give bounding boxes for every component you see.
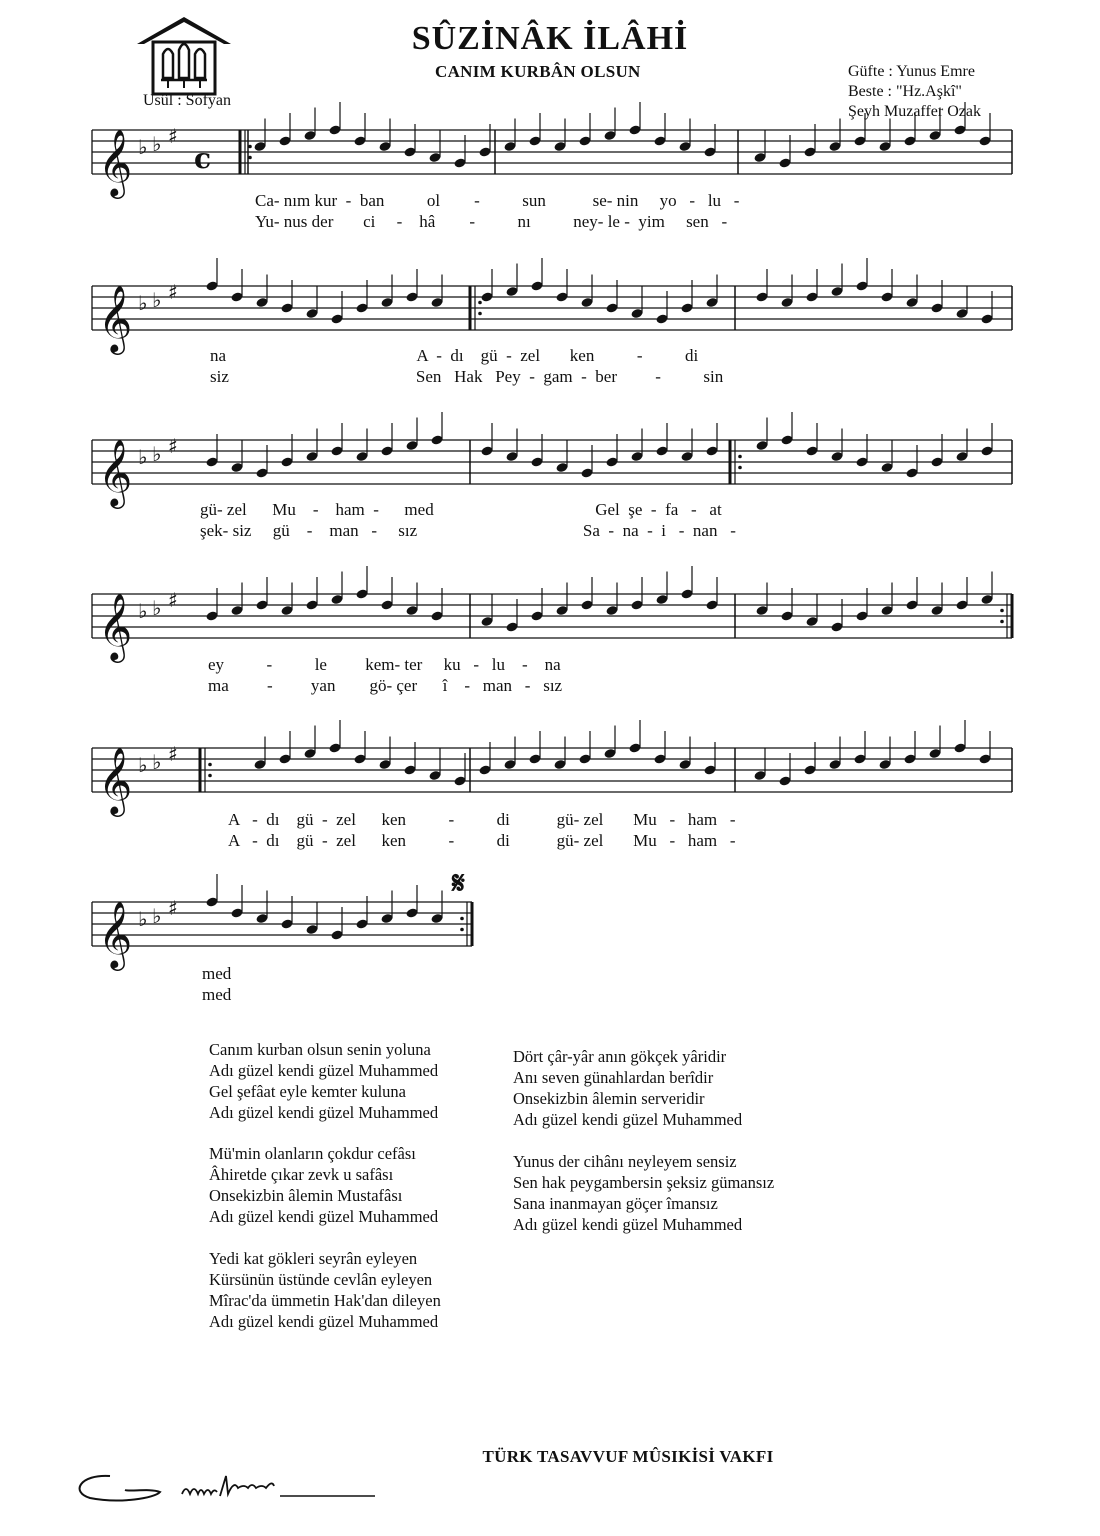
verse-line: Adı güzel kendi güzel Muhammed	[513, 1215, 743, 1234]
treble-clef-icon: 𝄞	[98, 592, 133, 660]
sharp-icon: ♯	[168, 588, 178, 612]
repeat-dot	[248, 156, 252, 160]
stanza-left-3	[209, 1248, 441, 1332]
repeat-dot	[208, 763, 212, 767]
page-title: SÛZİNÂK İLÂHİ	[411, 20, 689, 57]
verse-line: Yedi kat gökleri seyrân eyleyen	[209, 1249, 418, 1268]
verse-line: Onsekizbin âlemin serveridir	[513, 1089, 705, 1108]
lyric-line-3b: şek- siz gü - man - sız Sa - na - i - nan -	[200, 521, 736, 540]
treble-clef-icon: 𝄞	[98, 746, 133, 814]
composer-name: Şeyh Muzaffer Ozak	[848, 103, 981, 120]
koma-flat-icon: ♭	[152, 132, 162, 156]
verse-line: Canım kurban olsun senin yoluna	[209, 1040, 431, 1059]
common-time-icon: c	[194, 142, 212, 175]
treble-clef-icon: 𝄞	[98, 900, 133, 968]
repeat-dot	[738, 455, 742, 459]
treble-clef-icon: 𝄞	[98, 128, 133, 196]
stanza-left-2	[209, 1143, 438, 1227]
lyric-line-4a: ey - le kem- ter ku - lu - na	[208, 655, 561, 674]
lyric-line-5a: A - dı gü - zel ken - di gü- zel Mu - ham -	[228, 810, 736, 829]
verse-line: Âhiretde çıkar zevk u safâsı	[209, 1165, 394, 1184]
verse-line: Sana inanmayan göçer îmansız	[513, 1194, 718, 1213]
stanza-right-1	[513, 1046, 742, 1130]
usul-label: Usûl : Sofyan	[143, 92, 231, 109]
verse-line: Adı güzel kendi güzel Muhammed	[209, 1061, 439, 1080]
repeat-dot	[460, 917, 464, 921]
repeat-dot	[248, 145, 252, 149]
lyric-line-2b: siz Sen Hak Pey - gam - ber - sin	[210, 367, 724, 386]
verse-line: Adı güzel kendi güzel Muhammed	[209, 1103, 439, 1122]
verse-line: Anı seven günahlardan berîdir	[513, 1068, 714, 1087]
lyric-line-2a: na A - dı gü - zel ken - di	[210, 346, 699, 365]
stanza-left-1	[209, 1039, 438, 1123]
sharp-icon: ♯	[168, 124, 178, 148]
koma-flat-icon: ♭	[152, 596, 162, 620]
lyricist: Güfte : Yunus Emre	[848, 63, 975, 80]
koma-flat-icon: ♭	[138, 291, 148, 315]
lyric-line-1b: Yu- nus der ci - hâ - nı ney- le - yim sen -	[255, 212, 728, 231]
sharp-icon: ♯	[168, 742, 178, 766]
koma-flat-icon: ♭	[152, 750, 162, 774]
repeat-dot	[460, 928, 464, 932]
koma-flat-icon: ♭	[138, 135, 148, 159]
verse-line: Onsekizbin âlemin Mustafâsı	[209, 1186, 403, 1205]
stanza-right-2	[513, 1151, 774, 1235]
signature-icon	[70, 1462, 390, 1517]
koma-flat-icon: ♭	[138, 907, 148, 931]
lyric-line-3a: gü- zel Mu - ham - med Gel şe - fa - at	[200, 500, 722, 519]
verse-line: Adı güzel kendi güzel Muhammed	[209, 1312, 439, 1331]
verse-line: Dört çâr-yâr anın gökçek yâridir	[513, 1047, 727, 1066]
koma-flat-icon: ♭	[138, 599, 148, 623]
treble-clef-icon: 𝄞	[98, 284, 133, 352]
verse-line: Mü'min olanların çokdur cefâsı	[209, 1144, 416, 1163]
koma-flat-icon: ♭	[138, 753, 148, 777]
lyric-line-5b: A - dı gü - zel ken - di gü- zel Mu - ham -	[228, 831, 736, 850]
sharp-icon: ♯	[168, 896, 178, 920]
repeat-dot	[738, 466, 742, 470]
verse-line: Gel şefâat eyle kemter kuluna	[209, 1082, 406, 1101]
sharp-icon: ♯	[168, 434, 178, 458]
koma-flat-icon: ♭	[152, 904, 162, 928]
repeat-dot	[478, 301, 482, 305]
repeat-dot	[478, 312, 482, 316]
repeat-dot	[208, 774, 212, 778]
lyric-line-6b: med	[202, 985, 232, 1004]
verse-line: Mîrac'da ümmetin Hak'dan dileyen	[209, 1291, 441, 1310]
koma-flat-icon: ♭	[152, 288, 162, 312]
lyric-line-4b: ma - yan gö- çer î - man - sız	[208, 676, 563, 695]
lyric-line-1a: Ca- nım kur - ban ol - sun se- nin yo - lu -	[255, 191, 740, 210]
repeat-dot	[1000, 620, 1004, 624]
lyric-line-6a: med	[202, 964, 232, 983]
sharp-icon: ♯	[168, 280, 178, 304]
foundation-name: TÜRK TASAVVUF MÛSIKİSİ VAKFI	[482, 1447, 774, 1466]
repeat-dot	[1000, 609, 1004, 613]
koma-flat-icon: ♭	[152, 442, 162, 466]
treble-clef-icon: 𝄞	[98, 438, 133, 506]
verse-line: Kürsünün üstünde cevlân eyleyen	[209, 1270, 433, 1289]
composer-credit: Beste : "Hz.Aşkî"	[848, 83, 962, 100]
verse-line: Adı güzel kendi güzel Muhammed	[209, 1207, 439, 1226]
page-subtitle: CANIM KURBÂN OLSUN	[435, 62, 641, 81]
verse-line: Sen hak peygambersin şeksiz gümansız	[513, 1173, 775, 1192]
koma-flat-icon: ♭	[138, 445, 148, 469]
segno-icon: 𝄋	[452, 866, 465, 901]
verse-line: Adı güzel kendi güzel Muhammed	[513, 1110, 743, 1129]
verse-line: Yunus der cihânı neyleyem sensiz	[513, 1152, 737, 1171]
